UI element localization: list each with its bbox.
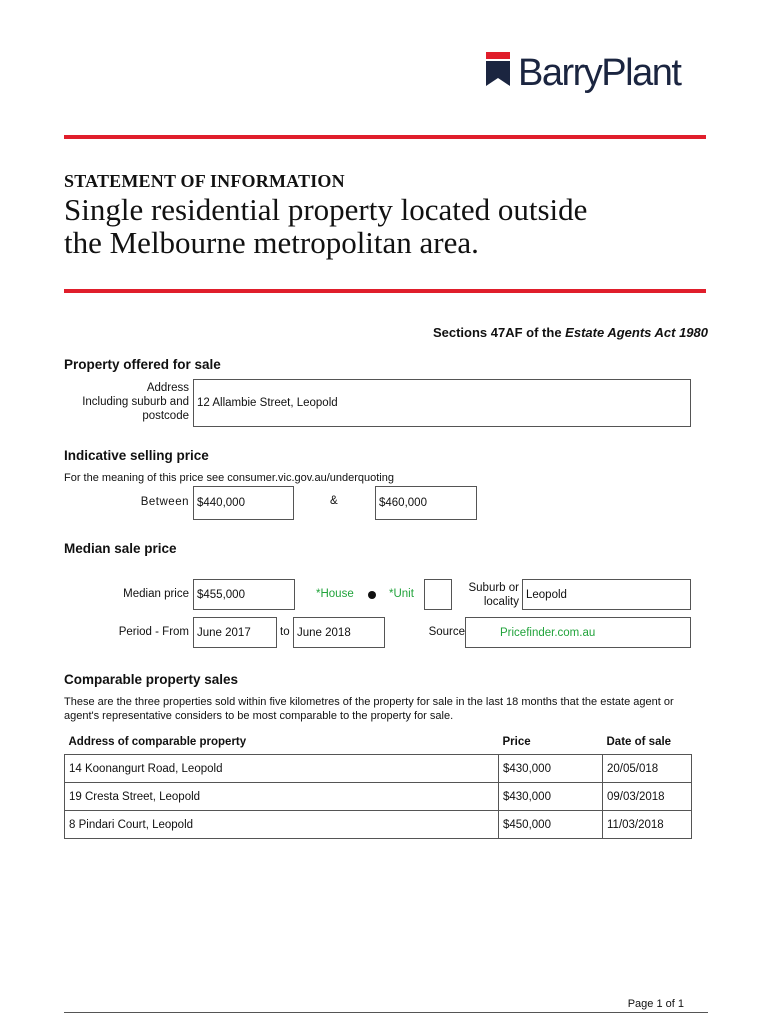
page-title [64,193,724,259]
page-number: Page 1 of 1 [627,998,684,1010]
address-label [82,381,189,423]
row-date[interactable]: 11/03/2018 [603,811,692,839]
table-header-row [65,734,692,755]
table-row [65,783,692,811]
address-label-line-2: Including suburb and [82,396,189,408]
footer-divider [64,1012,708,1013]
unit-label: *Unit [389,588,414,600]
brand-flag-icon [486,52,514,86]
property-heading: Property offered for sale [64,357,221,372]
column-date: Date of sale [606,736,672,748]
document-kicker: STATEMENT OF INFORMATION [64,171,345,191]
source-label: Source [428,626,465,638]
source-field[interactable]: Pricefinder.com.au [465,617,691,648]
suburb-field[interactable]: Leopold [522,579,691,610]
row-address[interactable]: 14 Koonangurt Road, Leopold [65,755,499,783]
column-address: Address of comparable property [68,736,247,748]
top-divider [64,135,706,139]
suburb-label-line-2: locality [483,596,519,608]
title-line-2: the Melbourne metropolitan area. [64,225,479,260]
period-to-label: to [280,626,290,638]
range-ampersand: & [330,495,338,507]
indicative-note: For the meaning of this price see consumer.vic.gov.au/underquoting [64,472,394,484]
row-address[interactable]: 19 Cresta Street, Leopold [65,783,499,811]
row-address[interactable]: 8 Pindari Court, Leopold [65,811,499,839]
column-price: Price [502,736,531,748]
median-price-label: Median price [123,588,189,600]
brand-logo [486,50,708,100]
address-label-line-1: Address [146,382,189,394]
period-from-field[interactable]: June 2017 [193,617,277,648]
comparable-description: These are the three properties sold within five kilometres of the property for sale in the last 18 months that the estate agent or agent's representative considers to be most comparable to the property for sale. [64,696,674,722]
median-price-field[interactable]: $455,000 [193,579,295,610]
comparable-heading: Comparable property sales [64,672,239,687]
suburb-label [468,581,519,609]
house-radio[interactable] [359,579,384,610]
median-heading: Median sale price [64,541,177,556]
suburb-label-line-1: Suburb or [468,582,519,594]
price-low-field[interactable]: $440,000 [193,486,294,520]
period-from-label: Period - From [118,626,189,638]
row-date[interactable]: 20/05/018 [603,755,692,783]
address-label-line-3: postcode [142,410,189,422]
title-line-1: Single residential property located outside [64,192,588,227]
price-high-field[interactable]: $460,000 [375,486,477,520]
act-name: Estate Agents Act 1980 [565,325,708,340]
house-selected-dot [368,591,376,599]
between-label: Between [140,496,189,508]
period-to-field[interactable]: June 2018 [293,617,385,648]
sections-prefix: Sections 47AF of the [432,325,566,340]
row-price[interactable]: $430,000 [499,755,603,783]
comparable-table [64,734,692,839]
address-field[interactable]: 12 Allambie Street, Leopold [193,379,691,427]
row-price[interactable]: $430,000 [499,783,603,811]
row-price[interactable]: $450,000 [499,811,603,839]
title-divider [64,289,706,293]
table-row [65,755,692,783]
house-label: *House [316,588,354,600]
row-date[interactable]: 09/03/2018 [603,783,692,811]
brand-name: BarryPlant [518,52,681,94]
unit-radio[interactable] [424,579,452,610]
indicative-heading: Indicative selling price [64,448,209,463]
legislation-reference [433,325,708,340]
table-row [65,811,692,839]
